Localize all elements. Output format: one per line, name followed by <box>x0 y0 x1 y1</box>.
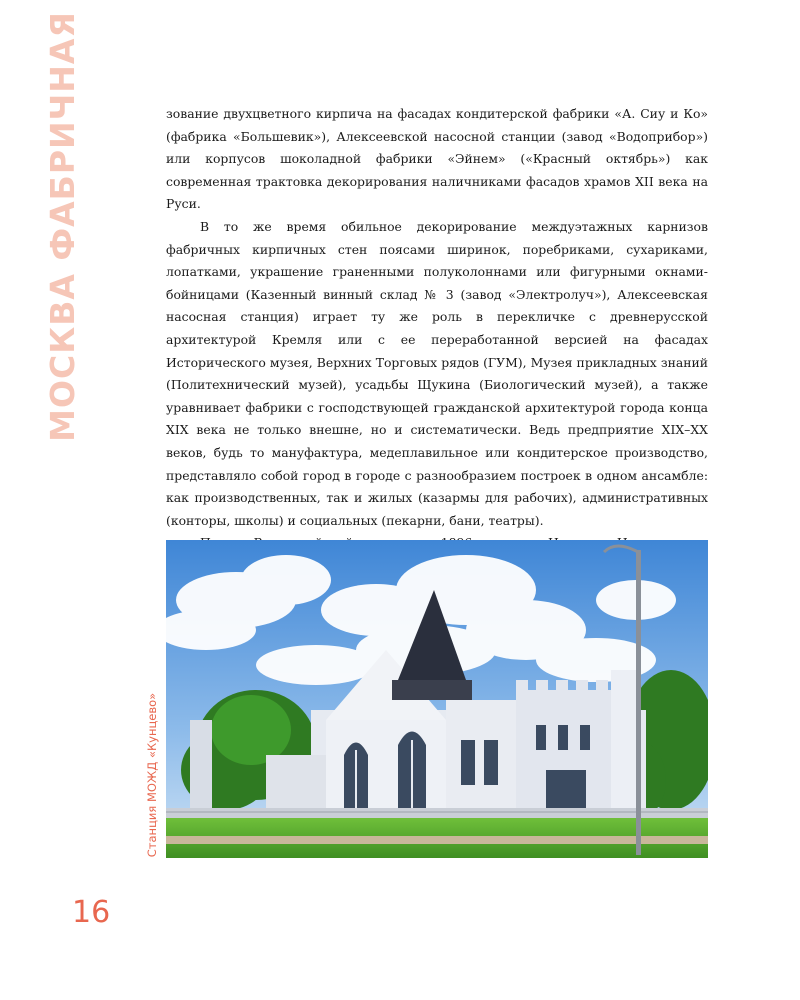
paragraph: В то же время обильное декорирование междуэтажных карнизов фабричных кирпичных стен поясами ширинок, поребриками, сухариками, лопатками, украшение граненными полуколоннами или фигурными окнами-бойницами (Казенный винный склад № 3 (завод «Электролуч»), Алексеевская насосная станция) играет ту же роль в перекличке с древнерусской архитектурой Кремля или с ее переработанной версией на фасадах Исторического музея, Верхних Торговых рядов (ГУМ), Музея прикладных знаний (Политехнический музей), усадьбы Щукина (Биологический музей), а также уравнивает фабрики с господствующей гражданской архитектурой города конца XIX века не только внешне, но и систематически. Ведь предприятие XIX–XX веков, будь то мануфактура, медеплавильное или кондитерское производство, представляло собой город в городе с разнообразием построек в одном ансамбле: как производственных, так и жилых (казармы для рабочих), административных (конторы, школы) и социальных (пекарни, бани, театры). <box>166 218 708 528</box>
running-title <box>40 10 84 442</box>
photo-caption-text: Станция МОЖД «Кунцево» <box>145 692 160 858</box>
page-number: 16 <box>72 895 111 930</box>
body-text <box>166 103 708 577</box>
photo-caption <box>140 690 164 860</box>
station-photo-illustration <box>166 540 708 858</box>
station-photo <box>166 540 708 858</box>
running-title-text: МОСКВА ФАБРИЧНАЯ <box>42 10 82 442</box>
paragraph-continued: зование двухцветного кирпича на фасадах кондитерской фабрики «А. Сиу и Ко» (фабрика «Большевик»), Алексеевской насосной станции (завод «Водоприбор») или корпусов шоколадной фабрики «Эйнем» («Красный октябрь») как современная трактовка декорирования наличниками фасадов храмов XII века на Руси. <box>166 106 708 212</box>
